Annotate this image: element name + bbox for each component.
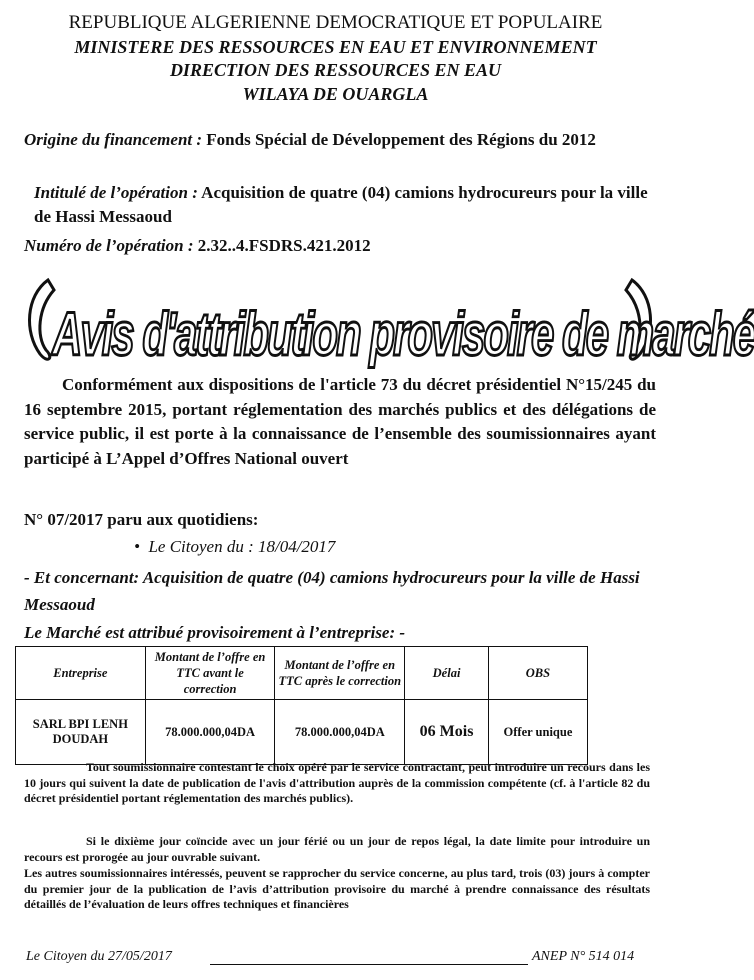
bullet-dot-icon: •: [134, 537, 149, 556]
header-republique: REPUBLIQUE ALGERIENNE DEMOCRATIQUE ET POPULAIRE: [68, 12, 603, 33]
concern-text: - Et concernant: Acquisition de quatre (04) camions hydrocureurs pour la ville de Hassi Messaoud: [24, 568, 640, 614]
header-ministere: MINISTERE DES RESSOURCES EN EAU ET ENVIRONNEMENT: [74, 37, 597, 57]
table-cell-obs: Offer unique: [488, 700, 587, 765]
table-cell-montant-apres: 78.000.000,04DA: [275, 700, 405, 765]
footer-source: Le Citoyen du 27/05/2017: [26, 949, 172, 964]
numero-label: Numéro de l’opération :: [24, 236, 194, 255]
appel-offres-line: N° 07/2017 paru aux quotidiens:: [24, 510, 259, 529]
publication-bullet: [134, 537, 335, 557]
table-row: [16, 700, 588, 765]
origine-label: Origine du financement :: [24, 130, 203, 149]
footer-divider: [210, 964, 528, 965]
numero-value: 2.32..4.FSDRS.421.2012: [193, 236, 371, 255]
note-soumissionnaires: Les autres soumissionnaires intéressés, peuvent se rapprocher du service concerne, au plus tard, trois (03) jours à compter du premier jour de la publication de l’avis d’attribution provisoire du marché à prendre connaissance des résultats détaillés de l’évaluation de leurs offres techniques et financières: [24, 866, 650, 912]
table-cell-entreprise: SARL BPI LENH DOUDAH: [16, 700, 146, 765]
banner-title: Avis d'attribution provisoire de marché: [52, 299, 754, 369]
table-header-row: [16, 647, 588, 700]
origine-value: Fonds Spécial de Développement des Régions du 2012: [202, 130, 596, 149]
intitule-operation: [34, 181, 654, 229]
table-header: Montant de l’offre en TTC après le correction: [275, 647, 405, 700]
note-jour-ferie: Si le dixième jour coïncide avec un jour férié ou un jour de repos légal, la date limite pour introduire un recours est prorogée au jour ouvrable suivant.: [24, 834, 650, 864]
table-header: Délai: [405, 647, 489, 700]
results-table: [15, 646, 588, 765]
numero-operation: [24, 234, 654, 258]
header-direction: DIRECTION DES RESSOURCES EN EAU: [169, 60, 502, 80]
footer-anep: ANEP N° 514 014: [532, 949, 635, 964]
header-wilaya: WILAYA DE OUARGLA: [242, 84, 429, 104]
table-cell-delai: 06 Mois: [405, 700, 489, 765]
intitule-label: Intitulé de l’opération :: [34, 183, 198, 202]
table-header: Entreprise: [16, 647, 146, 700]
table-header: OBS: [488, 647, 587, 700]
table-cell-montant-avant: 78.000.000,04DA: [145, 700, 275, 765]
left-swirl-icon: [30, 280, 54, 359]
body-paragraph: Conformément aux dispositions de l'article 73 du décret présidentiel N°15/245 du 16 septembre 2015, portant réglementation des marchés publics et des délégations de service public, il est porte à la connaissance de l’ensemble des soumissionnaires ayant participé à L’Appel d’Offres National ouvert: [24, 375, 656, 468]
publication-text: Le Citoyen du : 18/04/2017: [148, 537, 336, 556]
attribution-text: Le Marché est attribué provisoirement à l’entreprise: -: [24, 623, 406, 642]
intitule-value: Acquisition de quatre (04) camions hydrocureurs pour la ville de Hassi Messaoud: [34, 183, 648, 226]
origine-financement: [24, 128, 654, 152]
note-recours: Tout soumissionnaire contestant le choix opéré par le service contractant, peut introduire un recours dans les 10 jours qui suivent la date de publication de l'avis d'attribution auprès de la commission compétente (cf. à l'article 82 du décret présidentiel portant réglementation des marchés publics).: [24, 760, 650, 806]
table-header: Montant de l’offre en TTC avant le correction: [145, 647, 275, 700]
